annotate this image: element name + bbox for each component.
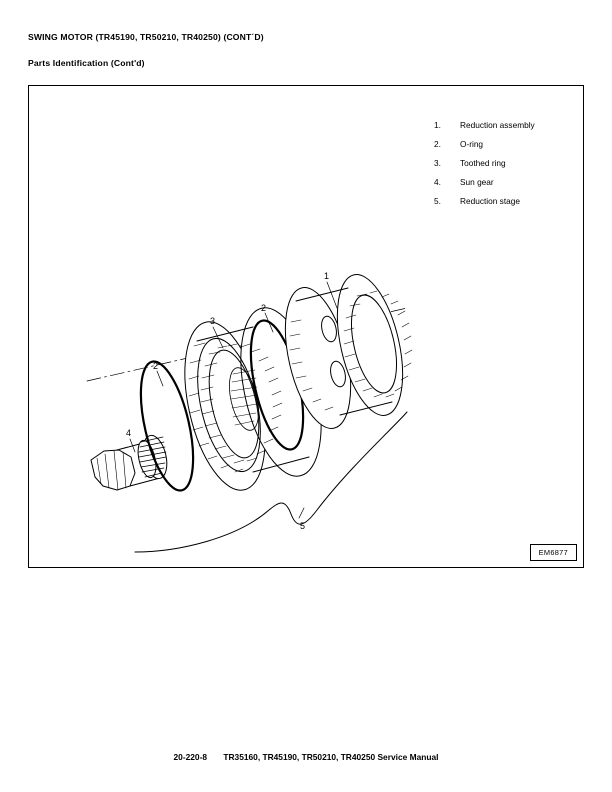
legend-number: 1. [434,120,441,130]
footer-manual-title: TR35160, TR45190, TR50210, TR40250 Service Manual [223,752,439,762]
figure-frame [28,85,584,568]
exploded-assembly-diagram [29,86,585,569]
callout-4: 4 [126,428,132,438]
legend-number: 4. [434,177,441,187]
legend-label: Toothed ring [460,158,506,168]
legend-number: 2. [434,139,441,149]
callout-3: 3 [210,316,216,326]
legend-label: Reduction stage [460,196,520,206]
callout-2a: 2 [261,303,267,313]
legend-number: 3. [434,158,441,168]
figure-code: EM6877 [530,544,577,561]
callout-2b: 2 [153,361,159,371]
page-subtitle: Parts Identification (Cont'd) [28,58,145,68]
legend-number: 5. [434,196,441,206]
footer-page-number: 20-220-8 [173,752,208,762]
legend-label: Sun gear [460,177,494,187]
page-title: SWING MOTOR (TR45190, TR50210, TR40250) (CONT´D) [28,32,264,42]
page-footer [0,752,612,762]
callout-1: 1 [324,271,330,281]
legend-label: Reduction assembly [460,120,535,130]
callout-5: 5 [300,521,306,531]
legend-label: O-ring [460,139,484,149]
